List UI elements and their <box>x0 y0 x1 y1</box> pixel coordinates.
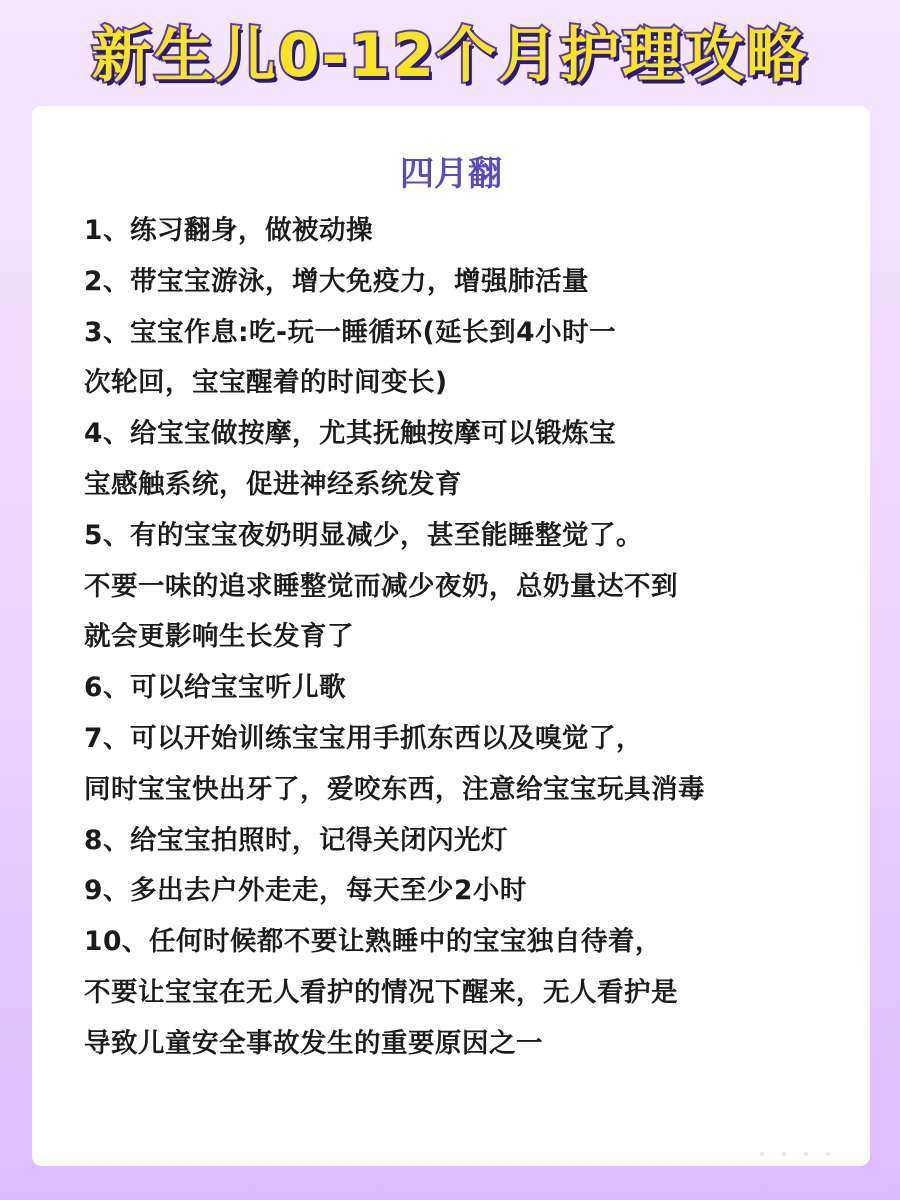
tip-line: 1、练习翻身，做被动操 <box>84 215 373 246</box>
decorative-dots <box>760 1152 830 1156</box>
tip-line: 导致儿童安全事故发生的重要原因之一 <box>84 1027 543 1059</box>
dot-icon <box>782 1152 786 1156</box>
tip-line: 2、带宝宝游泳，增大免疫力，增强肺活量 <box>84 265 589 297</box>
tips-list <box>84 206 854 1070</box>
tip-line: 9、多出去户外走走，每天至少2小时 <box>84 875 527 907</box>
content-card <box>32 106 870 1166</box>
tip-line: 7、可以开始训练宝宝用手抓东西以及嗅觉了， <box>84 722 643 754</box>
dot-icon <box>760 1152 764 1156</box>
page-title: 新生儿0-12个月护理攻略 <box>91 21 809 91</box>
dot-icon <box>826 1152 830 1156</box>
tip-line: 6、可以给宝宝听儿歌 <box>84 672 346 704</box>
section-title: 四月翻 <box>400 154 502 194</box>
tip-line: 次轮回，宝宝醒着的时间变长) <box>84 367 448 399</box>
tip-line: 10、任何时候都不要让熟睡中的宝宝独自待着， <box>84 926 662 958</box>
tip-line: 就会更影响生长发育了 <box>84 621 354 653</box>
tip-line: 4、给宝宝做按摩，尤其抚触按摩可以锻炼宝 <box>84 418 616 450</box>
tip-line: 5、有的宝宝夜奶明显减少，甚至能睡整觉了。 <box>84 519 643 551</box>
tip-line: 8、给宝宝拍照时，记得关闭闪光灯 <box>84 824 508 856</box>
tip-line: 不要让宝宝在无人看护的情况下醒来，无人看护是 <box>84 976 678 1008</box>
tip-line: 同时宝宝快出牙了，爱咬东西，注意给宝宝玩具消毒 <box>84 773 705 805</box>
tip-line: 不要一味的追求睡整觉而减少夜奶，总奶量达不到 <box>84 570 678 602</box>
dot-icon <box>804 1152 808 1156</box>
tip-line: 宝感触系统，促进神经系统发育 <box>84 468 462 500</box>
tip-line: 3、宝宝作息:吃-玩一睡循环(延长到4小时一 <box>84 316 617 348</box>
